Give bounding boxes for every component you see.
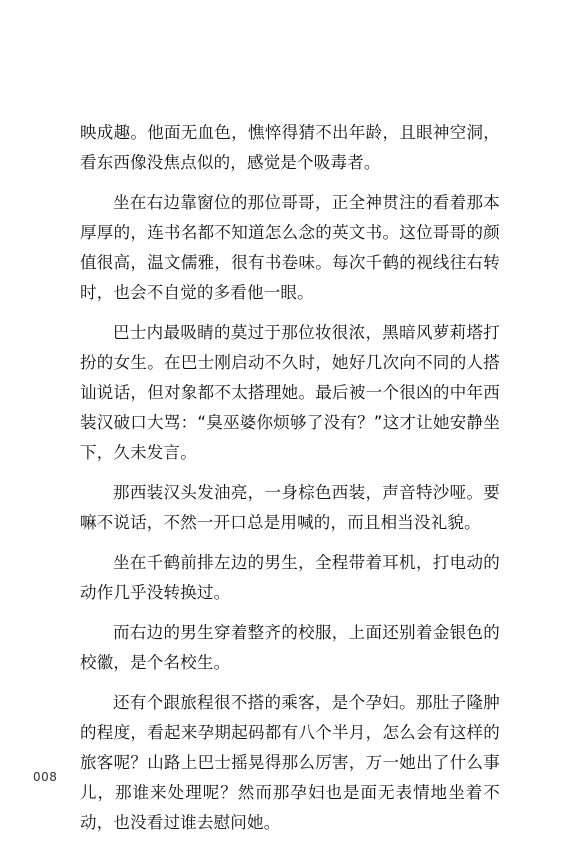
paragraph-6: 而右边的男生穿着整齐的校服，上面还别着金银色的校徽，是个名校生。	[80, 623, 500, 672]
paragraph-3: 巴士内最吸睛的莫过于那位妆很浓，黑暗风萝莉塔打扮的女生。在巴士刚启动不久时，她好几次向不同的人搭讪说话，但对象都不太搭理她。最后被一个很凶的中年西装汉破口大骂：“臭巫婆你烦够了没有？”这才让她安静坐下，久未发言。	[80, 323, 500, 462]
paragraph-2: 坐在右边靠窗位的那位哥哥，正全神贯注的看着那本厚厚的，连书名都不知道怎么念的英文书。这位哥哥的颜值很高，温文儒雅，很有书卷味。每次千鹤的视线往右转时，也会不自觉的多看他一眼。	[80, 193, 500, 302]
body-text	[80, 118, 500, 848]
paragraph-4: 那西装汉头发油亮，一身棕色西装，声音特沙哑。要嘛不说话，不然一开口总是用喊的，而且相当没礼貌。	[80, 483, 500, 532]
paragraph-1: 映成趣。他面无血色，憔悴得猜不出年龄，且眼神空洞，看东西像没焦点似的，感觉是个吸毒者。	[80, 123, 500, 172]
page-number: 008	[33, 770, 58, 784]
paragraph-5: 坐在千鹤前排左边的男生，全程带着耳机，打电动的动作几乎没转换过。	[80, 553, 500, 602]
paragraph-7: 还有个跟旅程很不搭的乘客，是个孕妇。那肚子隆肿的程度，看起来孕期起码都有八个半月，怎么会有这样的旅客呢？山路上巴士摇晃得那么厉害，万一她出了什么事儿，那谁来处理呢？然而那孕妇也是面无表情地坐着不动，也没看过谁去慰问她。	[80, 693, 500, 832]
